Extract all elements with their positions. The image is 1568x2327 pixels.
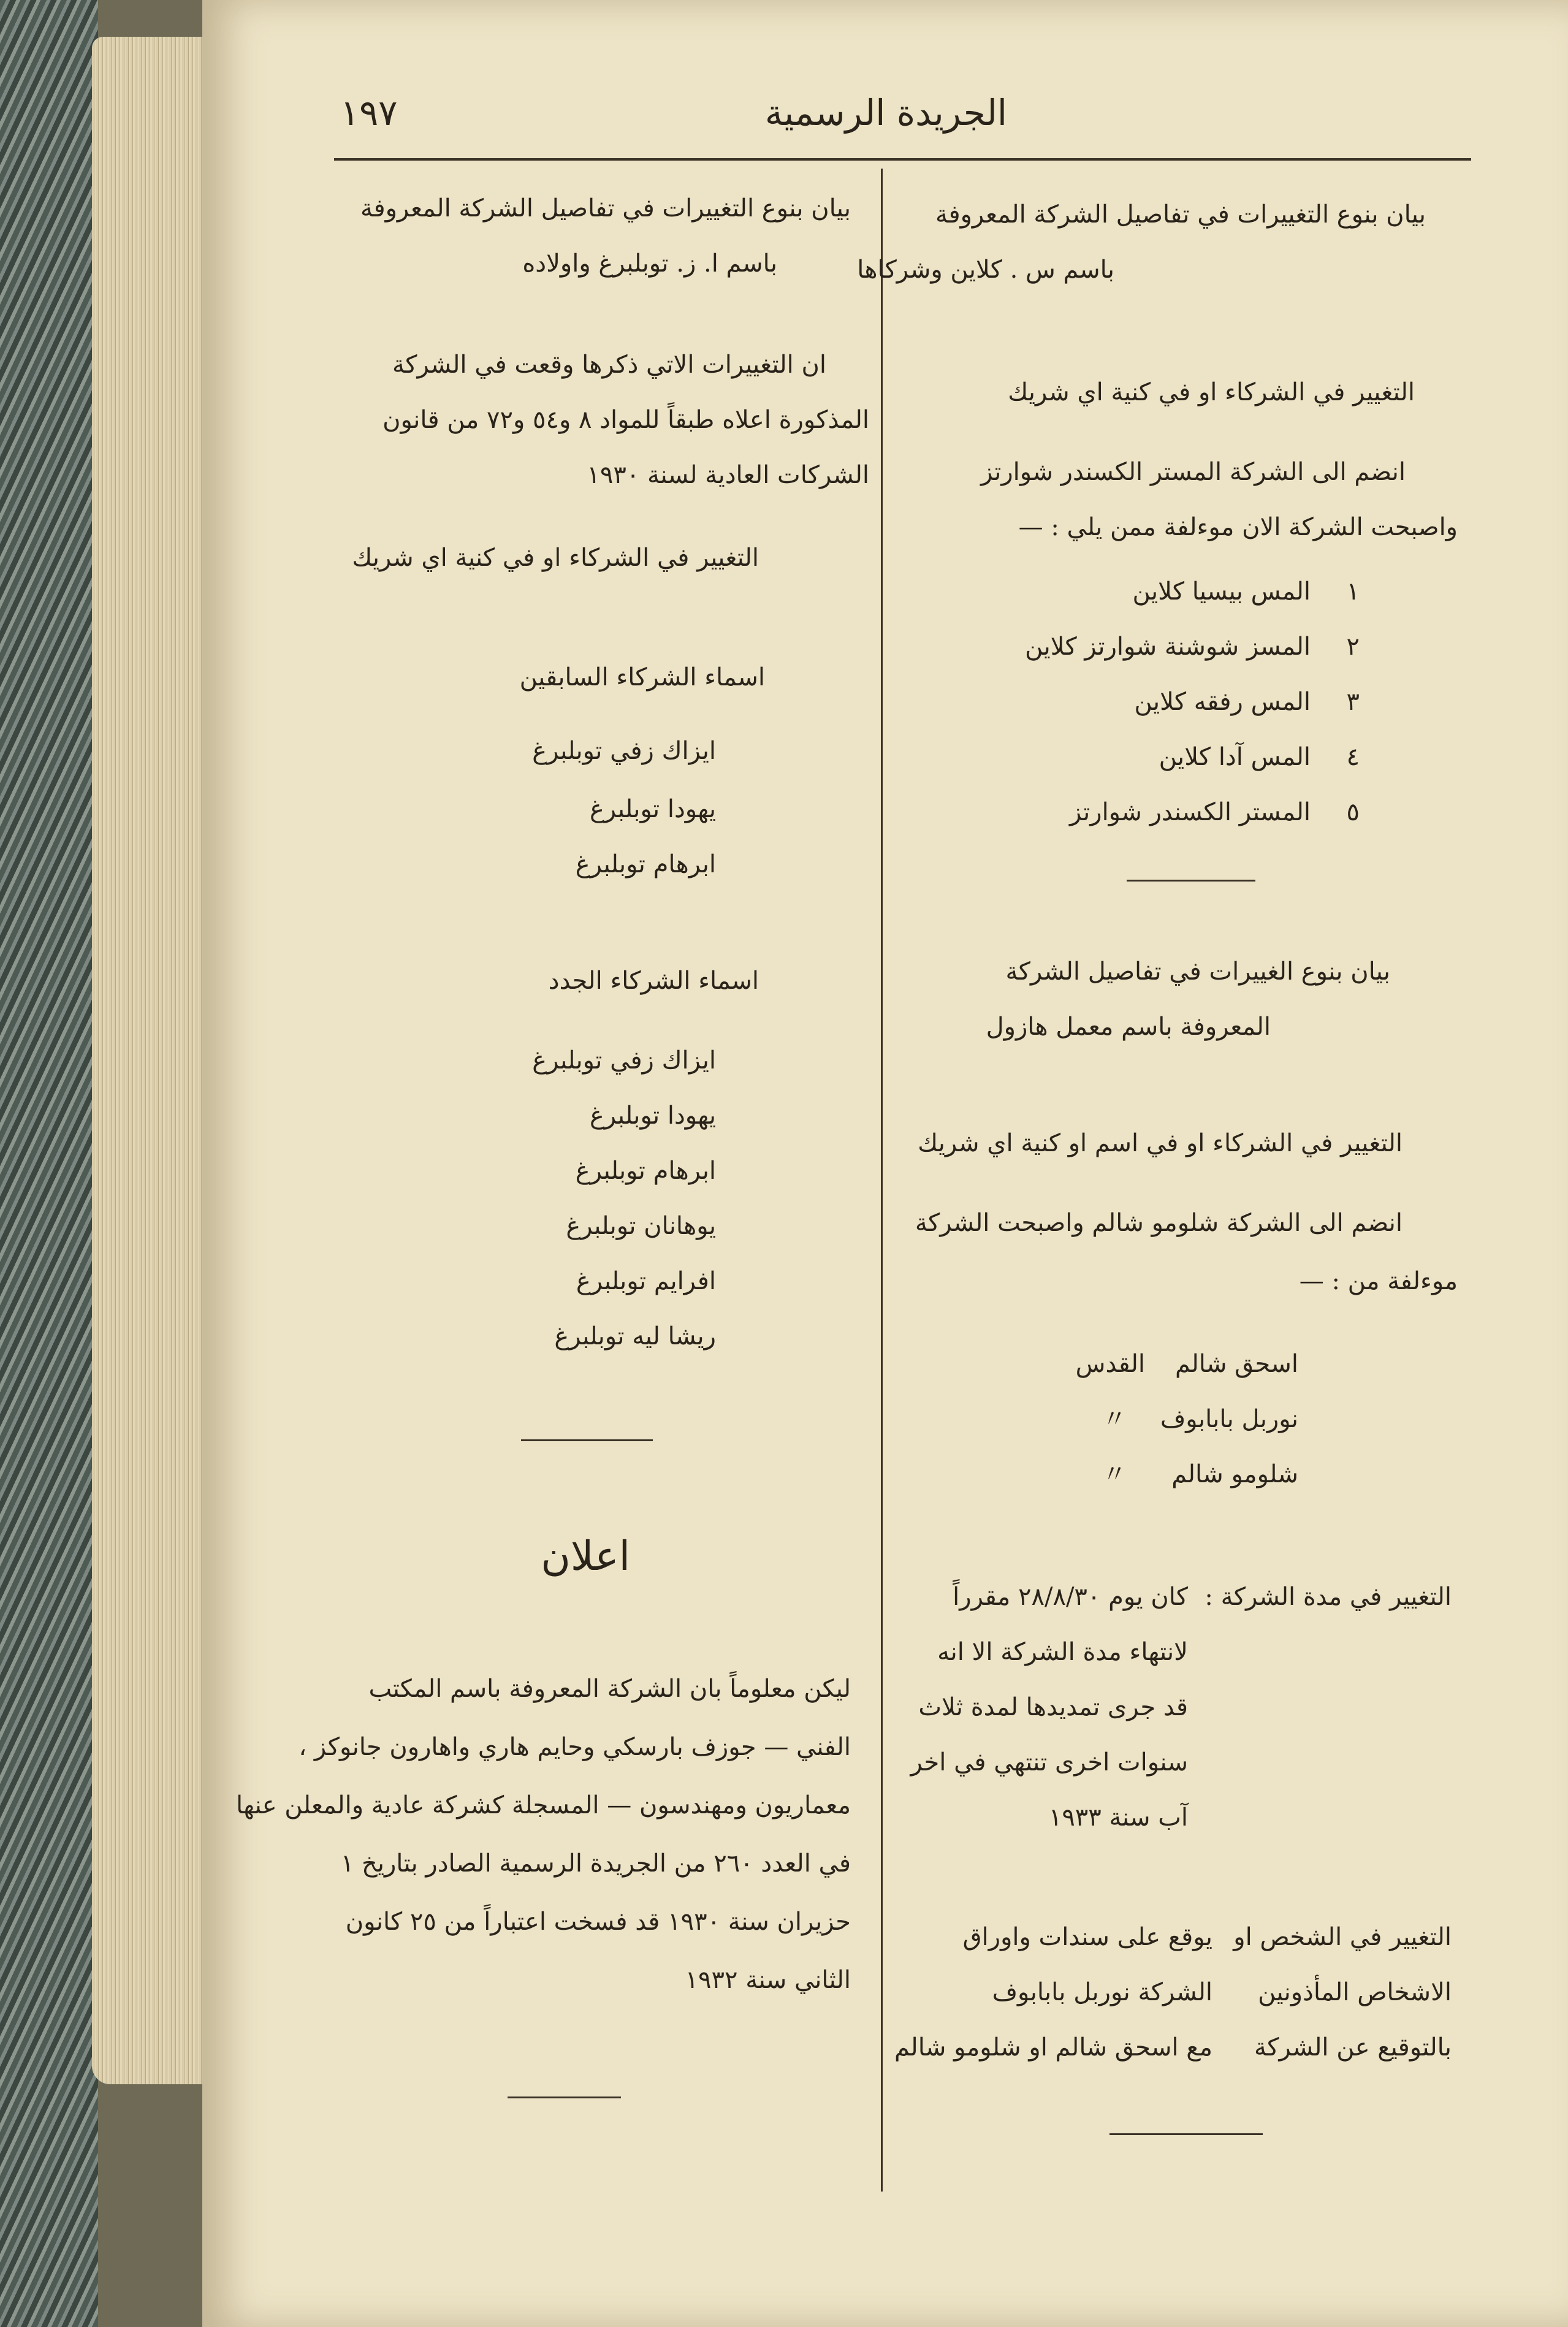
notice2-separator: [1109, 2133, 1263, 2135]
page-edges: [92, 37, 208, 2084]
page-title: الجريدة الرسمية: [764, 92, 1007, 134]
new-partner: يوهانان توبلبرغ: [566, 1212, 716, 1240]
signatory-text-line: مع اسحق شالم او شلومو شالم: [894, 2033, 1212, 2062]
header-rule: [334, 158, 1471, 161]
notice2-body-line2: موءلفة من : —: [1299, 1267, 1458, 1295]
announcement-body-line: حزيران سنة ١٩٣٠ قد فسخت اعتباراً من ٢٥ كانون: [345, 1908, 851, 1936]
announcement-body-line: ليكن معلوماً بان الشركة المعروفة باسم المكتب: [368, 1675, 851, 1703]
notice2-title-line2: المعروفة باسم معمل هازول: [986, 1013, 1271, 1041]
notice1-partner-name: المس رفقه كلاين: [1134, 688, 1311, 716]
notice3-separator: [521, 1439, 653, 1441]
notice1-body-line1: انضم الى الشركة المستر الكسندر شوارتز: [981, 458, 1406, 486]
announcement-body-line: معماريون ومهندسون — المسجلة كشركة عادية والمعلن عنها: [236, 1791, 851, 1819]
new-partner: ابرهام توبلبرغ: [575, 1157, 716, 1185]
notice1-partner-num: ٢: [1346, 633, 1360, 661]
notice1-separator: [1127, 880, 1255, 882]
announcement-separator: [508, 2097, 621, 2098]
duration-text-line: لانتهاء مدة الشركة الا انه: [937, 1638, 1188, 1666]
notice1-body-line2: واصبحت الشركة الان موءلفة ممن يلي : —: [1018, 513, 1458, 541]
notice3-body-line: المذكورة اعلاه طبقاً للمواد ٨ و٥٤ و٧٢ من قانون: [382, 406, 869, 434]
duration-text-line: آب سنة ١٩٣٣: [1048, 1803, 1188, 1832]
new-partner: يهودا توبلبرغ: [589, 1102, 716, 1130]
notice2-partner-name: نوربل بابابوف: [1160, 1405, 1298, 1433]
duration-label: التغيير في مدة الشركة :: [1205, 1583, 1452, 1611]
announcement-heading: اعلان: [541, 1533, 630, 1580]
notice3-title-line2: باسم ا. ز. توبلبرغ واولاده: [522, 249, 777, 278]
new-partners-heading: اسماء الشركاء الجدد: [548, 967, 759, 995]
signatory-text-line: الشركة نوربل بابابوف: [992, 1978, 1212, 2006]
announcement-body-line: الفني — جوزف بارسكي وحايم هاري واهارون جانوكز ،: [299, 1733, 851, 1761]
page-number: ١٩٧: [340, 92, 398, 134]
notice3-body-line: ان التغييرات الاتي ذكرها وقعت في الشركة: [392, 351, 826, 379]
notice1-title-line1: بيان بنوع التغييرات في تفاصيل الشركة المعروفة: [935, 200, 1426, 229]
new-partner: افرايم توبلبرغ: [576, 1267, 716, 1295]
notice1-partner-num: ٤: [1346, 743, 1360, 771]
notice2-partner-place: 〃: [1102, 1460, 1127, 1488]
notice3-subheading: التغيير في الشركاء او في كنية اي شريك: [352, 544, 759, 572]
new-partner: ريشا ليه توبلبرغ: [554, 1322, 716, 1350]
notice3-body-line: الشركات العادية لسنة ١٩٣٠: [587, 461, 869, 489]
former-partner: يهودا توبلبرغ: [589, 795, 716, 823]
notice3-title-line1: بيان بنوع التغييرات في تفاصيل الشركة المعروفة: [360, 194, 851, 223]
notice1-partner-num: ٥: [1346, 798, 1360, 826]
signatory-label-line: بالتوقيع عن الشركة: [1254, 2033, 1452, 2062]
notice2-subheading: التغيير في الشركاء او في اسم او كنية اي شريك: [918, 1129, 1402, 1157]
notice2-partner-name: شلومو شالم: [1171, 1460, 1298, 1488]
former-partners-heading: اسماء الشركاء السابقين: [519, 663, 765, 691]
notice1-partner-name: المس بيسيا كلاين: [1132, 577, 1311, 606]
notice2-body-line1: انضم الى الشركة شلومو شالم واصبحت الشركة: [915, 1209, 1402, 1237]
notice2-title-line1: بيان بنوع الغييرات في تفاصيل الشركة: [1005, 958, 1390, 986]
new-partner: ايزاك زفي توبلبرغ: [532, 1046, 716, 1075]
book-binding: [0, 0, 98, 2327]
announcement-body-line: الثاني سنة ١٩٣٢: [685, 1966, 851, 1994]
signatory-text-line: يوقع على سندات واوراق: [962, 1923, 1212, 1951]
notice1-partner-name: المسز شوشنة شوارتز كلاين: [1025, 633, 1311, 661]
notice2-partner-place: 〃: [1102, 1405, 1127, 1433]
signatory-label-line: التغيير في الشخص او: [1233, 1923, 1452, 1951]
notice1-partner-num: ٣: [1346, 688, 1360, 716]
signatory-label-line: الاشخاص المأذونين: [1258, 1978, 1452, 2006]
notice1-subheading: التغيير في الشركاء او في كنية اي شريك: [1008, 378, 1415, 406]
notice2-partner-name: اسحق شالم: [1174, 1350, 1298, 1378]
duration-text-line: كان يوم ٢٨/٨/٣٠ مقرراً: [953, 1583, 1188, 1611]
duration-text-line: سنوات اخرى تنتهي في اخر: [910, 1748, 1188, 1777]
column-divider: [881, 169, 883, 2192]
notice2-partner-place: القدس: [1075, 1350, 1145, 1378]
notice1-partner-name: المستر الكسندر شوارتز: [1070, 798, 1311, 826]
former-partner: ايزاك زفي توبلبرغ: [532, 737, 716, 765]
notice1-partner-name: المس آدا كلاين: [1159, 743, 1311, 771]
notice1-title-line2: باسم س . كلاين وشركاها: [857, 256, 1114, 284]
announcement-body-line: في العدد ٢٦٠ من الجريدة الرسمية الصادر بتاريخ ١: [340, 1849, 851, 1878]
duration-text-line: قد جرى تمديدها لمدة ثلاث: [918, 1693, 1188, 1721]
former-partner: ابرهام توبلبرغ: [575, 850, 716, 878]
notice1-partner-num: ١: [1346, 577, 1360, 606]
